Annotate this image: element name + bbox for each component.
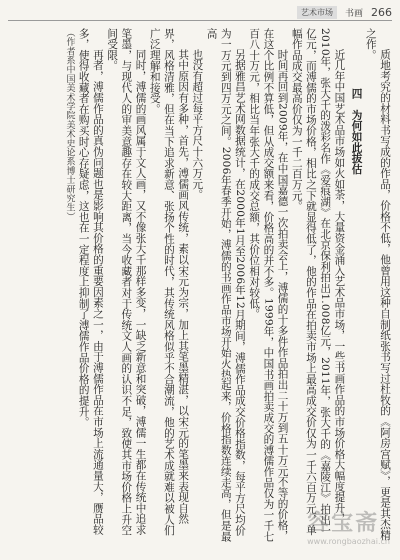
- watermark: [307, 506, 390, 546]
- page-header: [297, 4, 392, 20]
- paragraph: 时间再回到2009年，在中国嘉德一次拍卖会上，溥儒的十多件作品拍出二十万到五十万元不等的价格，在这个比例不算低，但从成交额来看，价格高的并不多。1999年，中国书画拍卖成交的溥儒作品仅为一千七百八十万元，相比当年张大千的成交总额，其价位相对较低。: [248, 28, 289, 542]
- watermark-logo: 容宝斋: [307, 511, 380, 536]
- author-note: （作者系中国美术学院美术史论系博士研究生）: [64, 28, 75, 222]
- paragraph: 近几年中国艺术品市场如火如荼，大量资金涌入艺术品市场，一些书画作品的市场价格大幅度提升，2010年，张大千的泼彩名作《爱痕湖》在北京保利拍出1.008亿元，2011年，张大千的《嘉陵江》拍出一亿元，而溥儒的市场价格，相比之下就显得低了，他的作品在拍卖市场上最高成交价仅为一千六百万元，单幅作品成交最高价仅为一千二百万元。: [290, 28, 346, 537]
- paragraph: 同时，溥儒的画风属于文人画，又不像张大千那样多变，一缺乏新意和突破，溥儒一生都在传统中追求笔墨，与现代人的审美意趣存在较大距离，当今收藏者对于传统文人画的认识不足，致使其市场价格上升空间受限。: [106, 28, 147, 536]
- paragraph: 其中原因有多种，首先，溥儒画风传统，素以宋元为宗，加上其笔墨精湛，以宋元的笔墨来表现自然界，风格清雅，但在当下追求新意、张扬个性的时代，其传统风格似乎不合潮流，他的艺术成就难以被人们广泛理解和接受。: [148, 28, 190, 536]
- article-body: [8, 28, 392, 544]
- paragraph: 再者，溥儒作品的真伪问题也是影响其价格的重要因素之一，由于溥儒作品在市场上流通量大，赝品较多，使得收藏者在购买时心存疑虑，这也在一定程度上抑制了溥儒作品价格的提升。: [77, 28, 104, 536]
- header-rule: [8, 20, 392, 21]
- paragraph: 另据雅昌艺术网数据统计，在2000年1月至2006年12月期间，溥儒作品成交价格指数，每平方尺均价为一万元到四万元之间。2006年春季开始，溥儒的书画作品市场开始火热起来，价格指数连续走高，但是最高: [205, 28, 246, 542]
- watermark-url: www.rongbaozhai.cn: [307, 537, 390, 546]
- section-name: 书画: [344, 8, 363, 19]
- paragraph: 也没有超过每平方尺十六万元。: [191, 49, 204, 201]
- book-title: 艺术市场: [297, 6, 337, 19]
- paragraph: 质地考究的材料书写成的作品，价格不低，他曾用这种自制纸张书写过杜牧的《阿房宫赋》，更是其杰精之作。: [364, 28, 391, 541]
- section-heading: 四 为何如此拔估: [350, 88, 363, 175]
- page-number: 266: [371, 5, 392, 19]
